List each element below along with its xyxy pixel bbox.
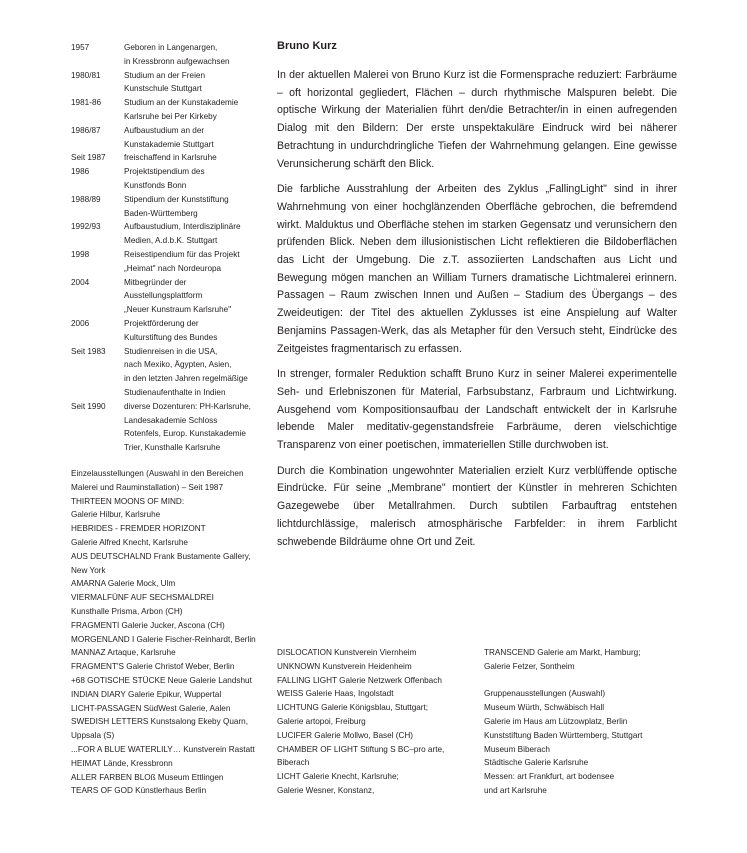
exhibition-line: MORGENLAND I Galerie Fischer-Reinhardt, Berlin bbox=[71, 634, 256, 644]
biography-text: freischaffend in Karlsruhe bbox=[124, 153, 217, 163]
exhibition-line bbox=[484, 674, 642, 688]
exhibition-line: FRAGMENT'S Galerie Christof Weber, Berlin bbox=[71, 662, 235, 672]
exhibition-line: Galerie Hilbur, Karlsruhe bbox=[71, 510, 161, 520]
biography-year: 1986/87 bbox=[71, 125, 101, 135]
paragraph: In der aktuellen Malerei von Bruno Kurz ist die Formensprache reduziert: Farbräume – oft horizontal gegliedert, Flächen – durch rhythmische Malspuren belebt. Die optische Wirkung der Materialien führt den/die Betrachter/in in einen aufregenden Dialog mit den Bildern: Der erste unspektakuläre Eindruck wird bei näherer Betrachtung in undurchdringliche Tiefen der Wahrnehmung gelangen. Eine gewisse Verunsicherung schärft den Blick. bbox=[277, 69, 677, 170]
exhibition-line: Kunststiftung Baden Württemberg, Stuttgart bbox=[484, 730, 643, 740]
exhibition-line: +68 GOTISCHE STÜCKE Neue Galerie Landshut bbox=[71, 675, 252, 685]
biography-entry bbox=[71, 151, 266, 165]
exhibition-line: Galerie Fetzer, Sontheim bbox=[484, 661, 575, 671]
biography-year: Seit 1983 bbox=[71, 346, 106, 356]
page-title: Bruno Kurz bbox=[277, 40, 337, 52]
biography-year: 2004 bbox=[71, 277, 90, 287]
biography-entry bbox=[71, 124, 266, 152]
biography-entry bbox=[71, 400, 266, 455]
exhibition-line: LICHTUNG Galerie Königsblau, Stuttgart; bbox=[277, 703, 429, 713]
exhibition-line: und art Karlsruhe bbox=[484, 785, 547, 795]
exhibition-line: UNKNOWN Kunstverein Heidenheim bbox=[277, 661, 412, 671]
exhibition-line: CHAMBER OF LIGHT Stiftung S BC–pro arte, bbox=[277, 744, 445, 754]
exhibition-line: Biberach bbox=[277, 758, 310, 768]
biography-entry bbox=[71, 220, 266, 248]
exhibition-line: ALLER FARBEN BLOß Museum Ettlingen bbox=[71, 772, 224, 782]
exhibition-line: HEBRIDES - FREMDER HORIZONT bbox=[71, 524, 206, 534]
biography-year: 1988/89 bbox=[71, 194, 101, 204]
biography-list bbox=[71, 41, 266, 455]
biography-text: Aufbaustudium an der Kunstakademie Stuttgart bbox=[124, 125, 214, 149]
biography-text: Studium an der Kunstakademie Karlsruhe bei Per Kirkeby bbox=[124, 98, 239, 121]
exhibitions-column-3 bbox=[484, 646, 642, 798]
paragraph: In strenger, formaler Reduktion schafft Bruno Kurz in seiner Malerei experimentelle Seh- und Erlebniszonen für Material, Farbsubstanz, Farbraum und Lichtwirkung. Ausgehend vom Kompositionsaufbau der Landschaft entwickelt der in Karlsruhe lebende Maler meditativ-gegenstandsfreie Farbräume, deren vielschichtige Transparenz von einer poetischen, immateriellen Stille durchwoben ist. bbox=[277, 368, 677, 452]
exhibition-line: THIRTEEN MOONS OF MIND: bbox=[71, 496, 185, 506]
biography-text: Projektstipendium des Kunstfonds Bonn bbox=[124, 167, 205, 190]
exhibition-line: WEISS Galerie Haas, Ingolstadt bbox=[277, 689, 394, 699]
biography-entry bbox=[71, 276, 266, 317]
biography-entry bbox=[71, 165, 266, 193]
biography-year: 1980/81 bbox=[71, 70, 101, 80]
exhibition-line: ...FOR A BLUE WATERLILY… Kunstverein Rastatt bbox=[71, 744, 255, 754]
biography-year: 1998 bbox=[71, 249, 90, 259]
exhibition-line: Galerie Alfred Knecht, Karlsruhe bbox=[71, 537, 188, 547]
biography-text: Stipendium der Kunststiftung Baden-Württemberg bbox=[124, 194, 229, 218]
solo-exhibitions-list bbox=[71, 467, 271, 798]
exhibition-line: FALLING LIGHT Galerie Netzwerk Offenbach bbox=[277, 675, 442, 685]
exhibition-line: Malerei und Rauminstallation) – Seit 1987 bbox=[71, 482, 224, 492]
exhibition-line: SWEDISH LETTERS Kunstsalong Ekeby Quarn, bbox=[71, 717, 249, 727]
biography-entry bbox=[71, 96, 266, 124]
biography-text: Aufbaustudium, Interdisziplinäre Medien, A.d.b.K. Stuttgart bbox=[124, 222, 241, 246]
exhibition-line: Museum Biberach bbox=[484, 744, 550, 754]
biography-entry bbox=[71, 41, 266, 69]
biography-year: 1992/93 bbox=[71, 222, 101, 232]
biography-year: Seit 1987 bbox=[71, 153, 106, 163]
exhibition-line: Gruppenausstellungen (Auswahl) bbox=[484, 689, 606, 699]
exhibition-line: TRANSCEND Galerie am Markt, Hamburg; bbox=[484, 648, 641, 657]
exhibition-line: Städtische Galerie Karlsruhe bbox=[484, 758, 589, 768]
biography-text: Projektförderung der Kulturstiftung des Bundes bbox=[124, 318, 218, 342]
exhibition-line: Einzelausstellungen (Auswahl in den Bereichen bbox=[71, 469, 244, 478]
exhibition-line: Messen: art Frankfurt, art bodensee bbox=[484, 772, 615, 782]
exhibition-line: Galerie im Haus am Lützowplatz, Berlin bbox=[484, 716, 628, 726]
biography-entry bbox=[71, 345, 266, 400]
biography-year: 1981-86 bbox=[71, 98, 102, 108]
biography-text: Studienreisen in die USA, nach Mexiko, Ägypten, Asien, in den letzten Jahren regelmäßige Studienaufenthalte in Indien bbox=[124, 346, 248, 397]
biography-entry bbox=[71, 193, 266, 221]
exhibition-line: Galerie artopoi, Freiburg bbox=[277, 716, 366, 726]
exhibition-line: FRAGMENTI Galerie Jucker, Ascona (CH) bbox=[71, 620, 225, 630]
biography-year: Seit 1990 bbox=[71, 401, 106, 411]
biography-entry bbox=[71, 69, 266, 97]
paragraph: Die farbliche Ausstrahlung der Arbeiten des Zyklus „FallingLight" sind in ihrer Wahrnehmung von einer hochglänzenden Oberfläche gebrochen, die befremdend wirkt. Malduktus und Oberfläche stehen im starken Gegensatz und verunsichern den prüfenden Blick. Neben dem illusionistischen Licht reflektieren die Bildoberflächen das Licht der Umgebung. Die z.T. assoziierten Landschaften aus Licht und Bewegung mögen manchen an William Turners dramatische Lichtmalerei erinnern. Passagen – Raum zwischen Innen und Außen – Stadium des Übergangs – des Zweideutigen: der Titel des aktuellen Zyklusses ist eine Anspielung auf Walter Benjamins Passagen-Werk, das als Metapher für den Versuch steht, Eindrücke des Zeitgeistes fragmentarisch zu erfassen. bbox=[277, 183, 677, 355]
exhibition-line: DISLOCATION Kunstverein Viernheim bbox=[277, 648, 417, 657]
biography-year: 2006 bbox=[71, 318, 90, 328]
exhibition-line: AUS DEUTSCHALND Frank Bustamente Gallery, bbox=[71, 551, 251, 561]
exhibition-line: Uppsala (S) bbox=[71, 731, 115, 741]
exhibition-line: Kunsthalle Prisma, Arbon (CH) bbox=[71, 606, 183, 616]
exhibition-line: LICHT-PASSAGEN SüdWest Galerie, Aalen bbox=[71, 703, 231, 713]
biography-year: 1986 bbox=[71, 167, 90, 177]
biography-text: Studium an der Freien Kunstschule Stuttgart bbox=[124, 70, 206, 94]
exhibition-line: VIERMALFÜNF AUF SECHSMALDREI bbox=[71, 593, 214, 603]
biography-entry bbox=[71, 248, 266, 276]
exhibition-line: LICHT Galerie Knecht, Karlsruhe; bbox=[277, 772, 399, 782]
exhibition-line: New York bbox=[71, 565, 106, 575]
paragraph: Durch die Kombination ungewohnter Materialien erzielt Kurz verblüffende optische Eindrücke. Für seine „Membrane" montiert der Künstler in mehreren Schichten Gazegewebe über Metallrahmen. Durch subtilen Farbauftrag entstehen lichtdurchlässige, malerisch atmosphärische Farbfelder: in ihrem Farblicht schwebende Bildräume ohne Ort und Zeit. bbox=[277, 464, 677, 548]
article-body bbox=[277, 67, 677, 559]
exhibition-line: MANNAZ Artaque, Karlsruhe bbox=[71, 648, 176, 658]
biography-text: Geboren in Langenargen, in Kressbronn aufgewachsen bbox=[124, 43, 230, 66]
exhibition-line: Museum Würth, Schwäbisch Hall bbox=[484, 703, 605, 713]
exhibition-line: LUCIFER Galerie Mollwo, Basel (CH) bbox=[277, 730, 414, 740]
exhibition-line: Galerie Wesner, Konstanz, bbox=[277, 785, 375, 795]
biography-text: Reisestipendium für das Projekt „Heimat" nach Nordeuropa bbox=[124, 249, 240, 273]
biography-year: 1957 bbox=[71, 43, 90, 52]
biography-text: Mitbegründer der Ausstellungsplattform „Neuer Kunstraum Karlsruhe" bbox=[124, 277, 232, 315]
exhibition-line: HEIMAT Lände, Kressbronn bbox=[71, 758, 173, 768]
biography-text: diverse Dozenturen: PH-Karlsruhe, Landesakademie Schloss Rotenfels, Europ. Kunstakademie Trier, Kunsthalle Karlsruhe bbox=[124, 401, 251, 453]
exhibition-line: TEARS OF GOD Künstlerhaus Berlin bbox=[71, 786, 207, 796]
biography-entry bbox=[71, 317, 266, 345]
exhibition-line: AMARNA Galerie Mock, Ulm bbox=[71, 579, 176, 589]
exhibition-line: INDIAN DIARY Galerie Epikur, Wuppertal bbox=[71, 689, 222, 699]
exhibitions-column-2 bbox=[277, 646, 444, 798]
